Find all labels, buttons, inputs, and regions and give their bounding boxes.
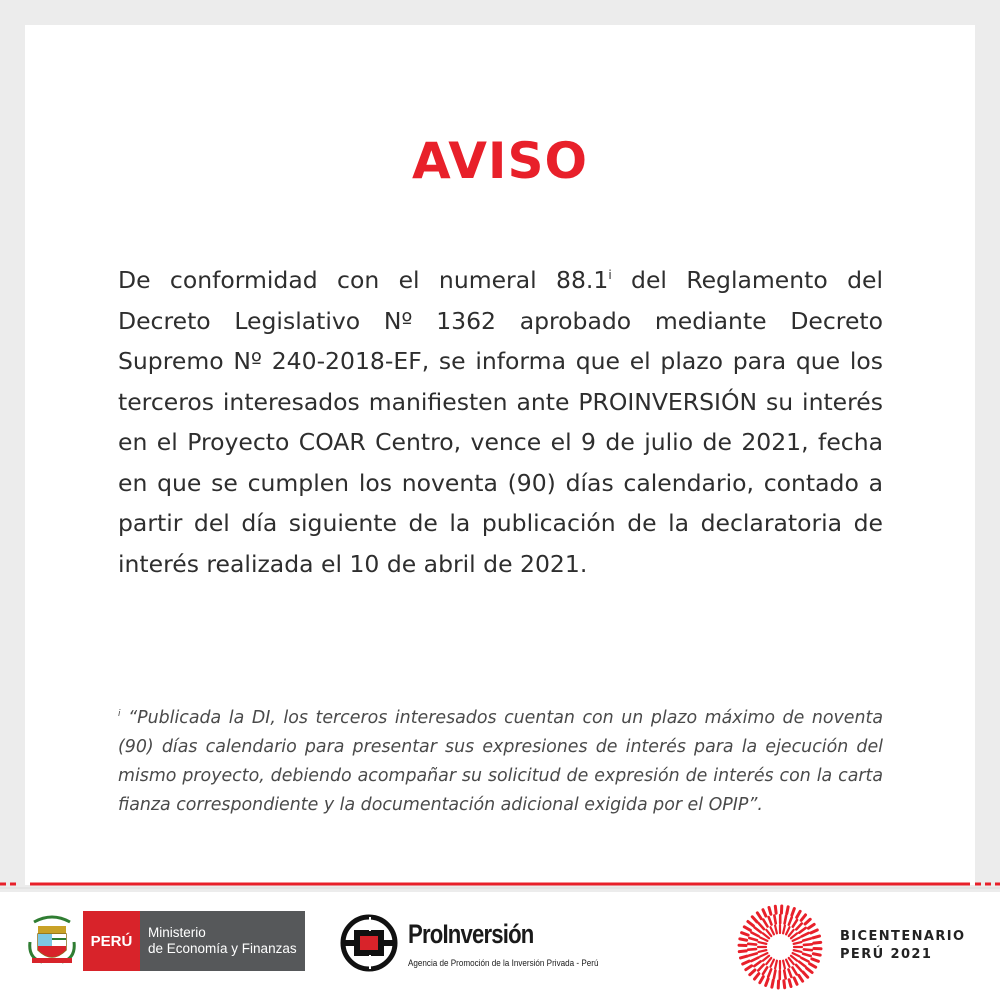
- footnote-marker: i: [118, 709, 121, 720]
- peru-coat-of-arms-icon: [28, 912, 76, 968]
- bicentenario-text: [840, 928, 965, 964]
- mef-ministry-line1: Ministerio: [148, 925, 206, 940]
- footer-logos: [0, 892, 1000, 1000]
- bicentenario-logo-icon: [737, 904, 823, 990]
- notice-body: [118, 260, 883, 584]
- notice-footnote: [118, 704, 883, 820]
- proinversion-logo-icon: [340, 914, 398, 972]
- notice-footnote-ref: i: [608, 268, 612, 283]
- mef-ministry-line2: de Economía y Finanzas: [148, 941, 297, 956]
- notice-title: AVISO: [411, 132, 589, 190]
- mef-peru-label: PERÚ: [83, 911, 140, 971]
- mef-logo: [83, 911, 305, 971]
- mef-ministry-name: [140, 911, 305, 971]
- footer-divider: [0, 876, 1000, 892]
- proinversion-tagline: Agencia de Promoción de la Inversión Privada - Perú: [408, 958, 599, 968]
- proinversion-name: ProInversión: [408, 919, 534, 949]
- notice-body-part2: del Reglamento del Decreto Legislativo Nº 1362 aprobado mediante Decreto Supremo Nº 240-2018-EF, se informa que el plazo para que los terceros interesados manifiesten ante PROINVERSIÓN su interés en el Proyecto COAR Centro, vence el 9 de julio de 2021, fecha en que se cumplen los noventa (90) días calendario, contado a partir del día siguiente de la publicación de la declaratoria de interés realizada el 10 de abril de 2021.: [118, 266, 883, 578]
- bicentenario-line2: PERÚ 2021: [840, 947, 933, 962]
- notice-body-part1: De conformidad con el numeral 88.1: [118, 266, 609, 294]
- bicentenario-line1: BICENTENARIO: [840, 929, 966, 944]
- footnote-text: “Publicada la DI, los terceros interesados cuentan con un plazo máximo de noventa (90) días calendario para presentar sus expresiones de interés para la ejecución del mismo proyecto, debiendo acompañar su solicitud de expresión de interés con la carta fianza correspondiente y la documentación adicional exigida por el OPIP”.: [118, 708, 883, 815]
